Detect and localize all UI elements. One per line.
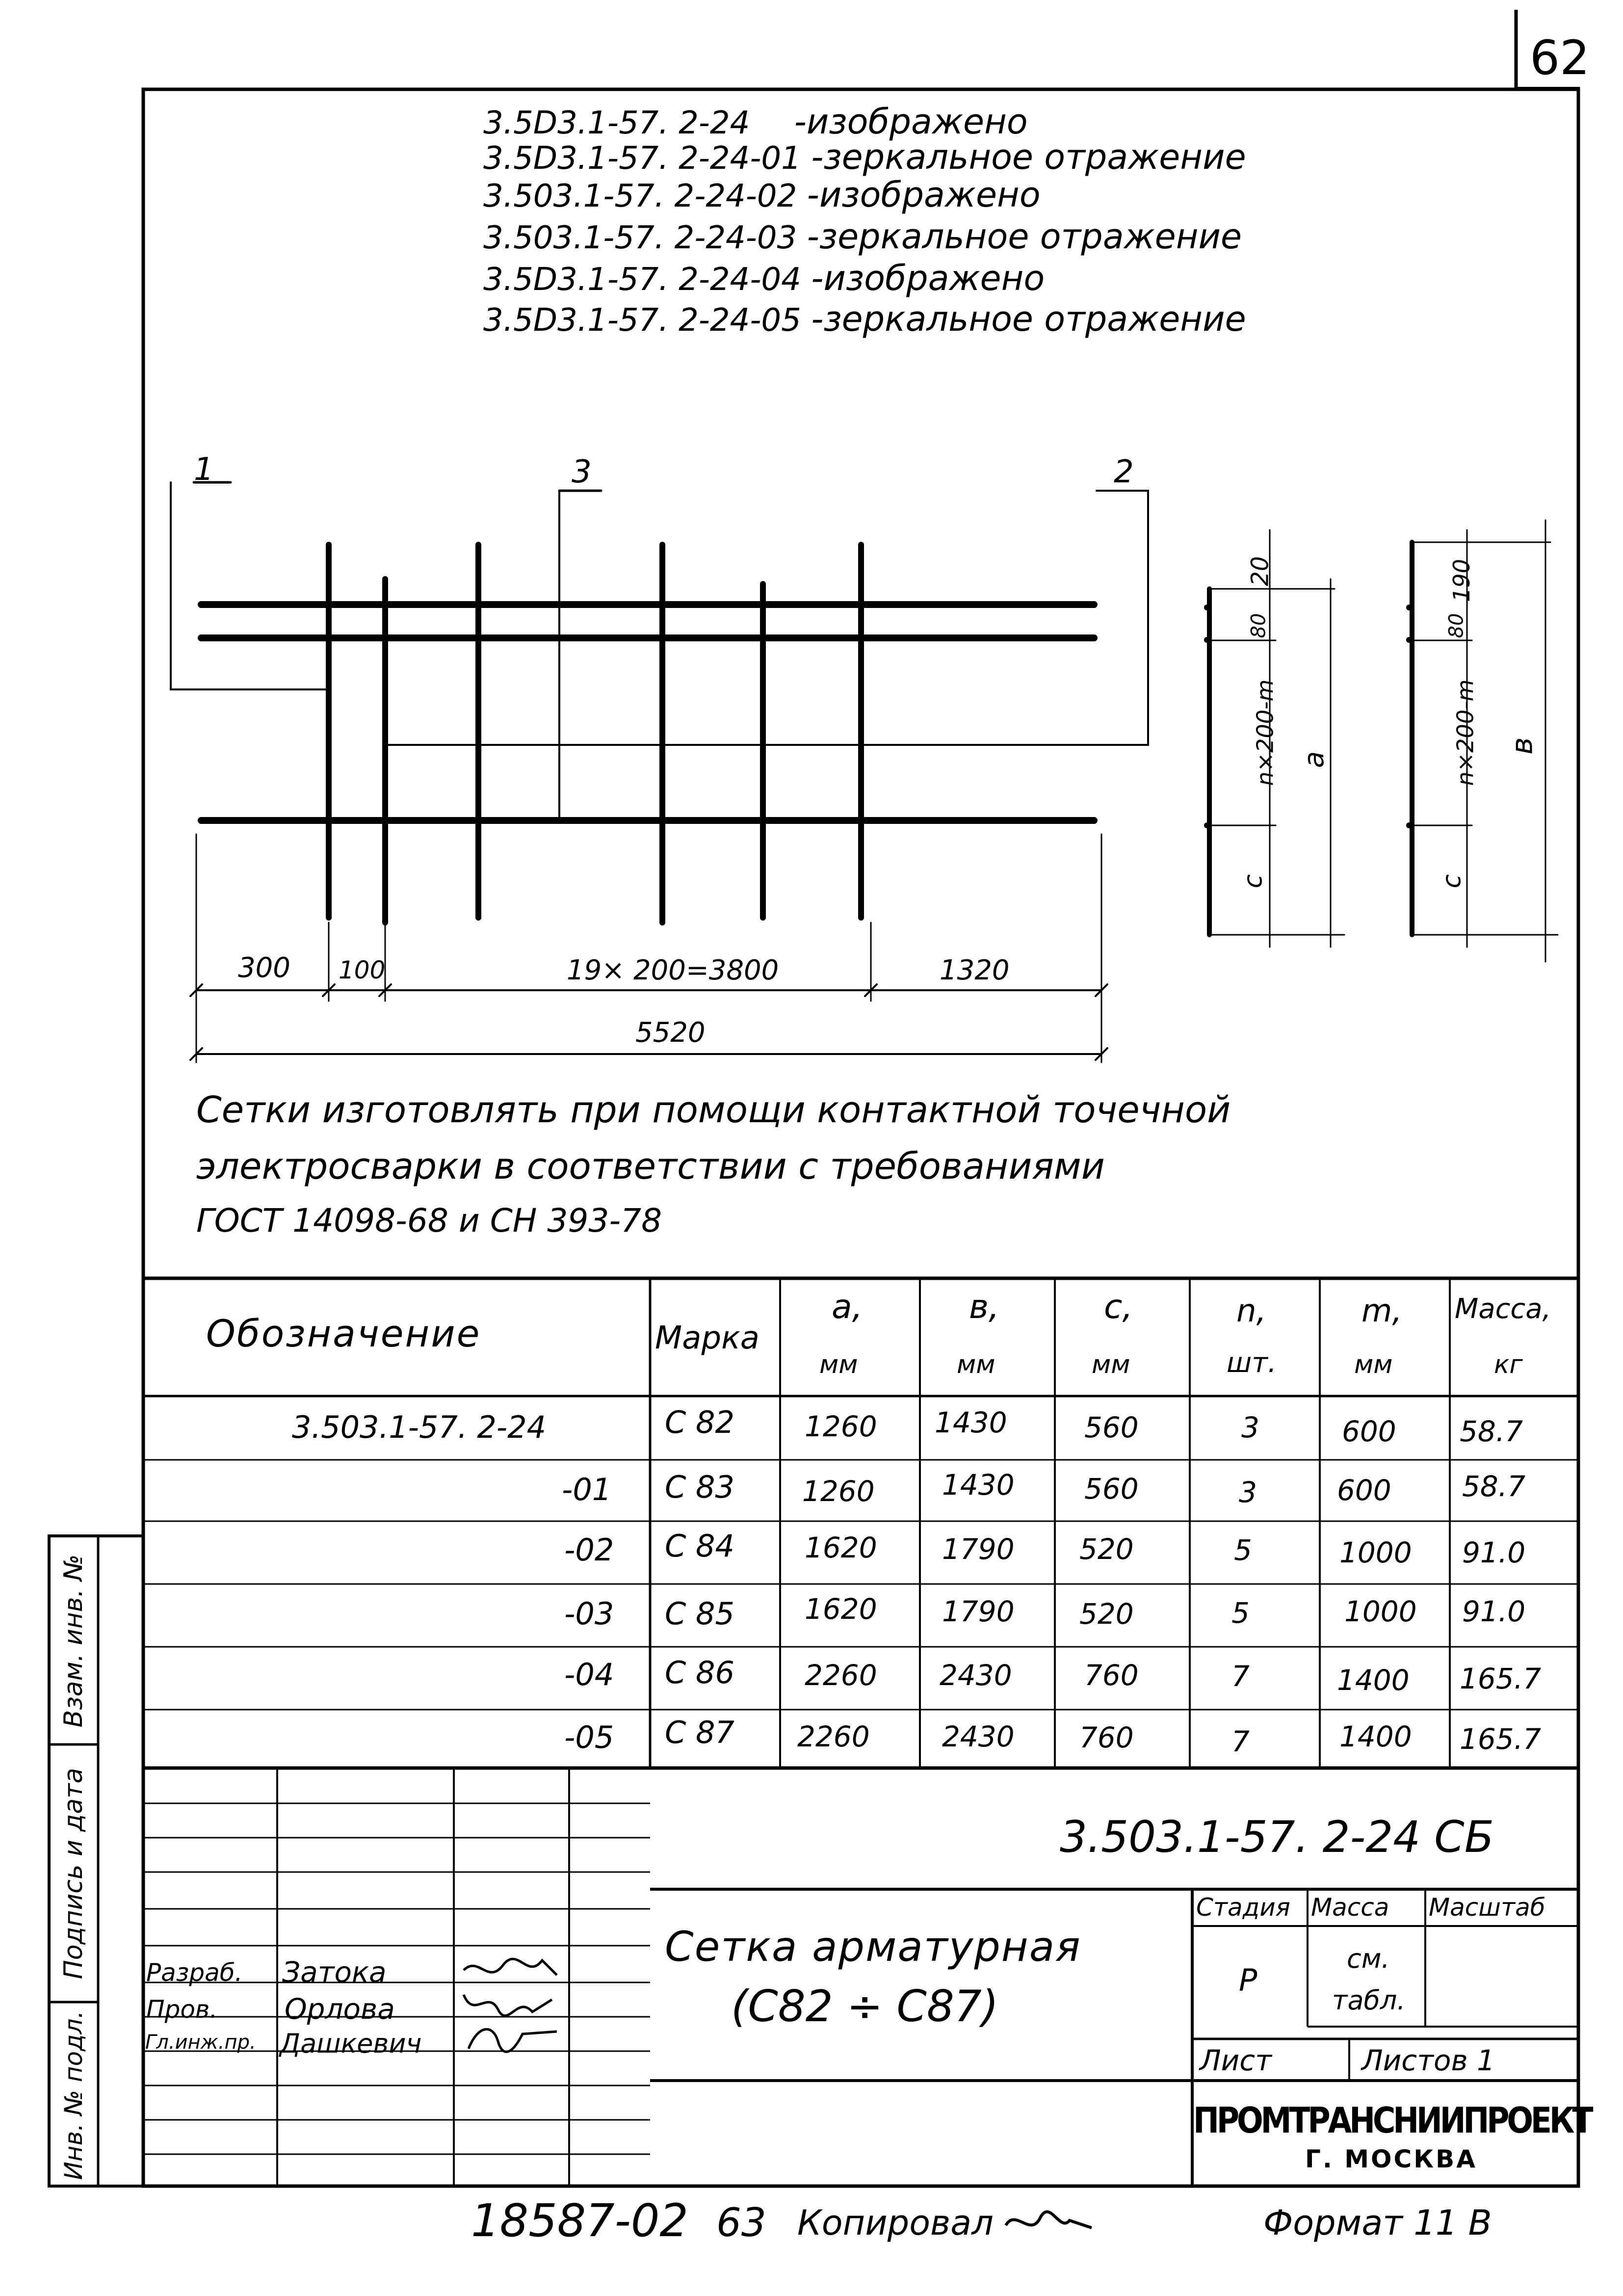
name-developer: Затока — [282, 1955, 387, 1989]
header-m: m, — [1361, 1293, 1402, 1329]
cell-m: 1400 — [1339, 1720, 1412, 1753]
section-b-dim-80: 80 — [1445, 613, 1468, 638]
cell-b: 2430 — [940, 1659, 1012, 1692]
drawing-title: Сетка арматурная — [665, 1923, 1081, 1971]
stage-header: Стадия — [1196, 1893, 1290, 1922]
side-label-inventory: Инв. № подл. — [59, 2010, 88, 2180]
role-developer: Разраб. — [146, 1958, 243, 1987]
cell-designation: -01 — [562, 1472, 612, 1507]
mass-value-line1: см. — [1347, 1943, 1390, 1974]
drawing-subtitle: (С82 ÷ С87) — [731, 1981, 999, 2032]
cell-c: 520 — [1079, 1597, 1134, 1631]
header-n-unit: шт. — [1227, 1347, 1277, 1379]
cell-a: 2260 — [797, 1720, 870, 1753]
cell-m: 600 — [1342, 1415, 1396, 1448]
cell-c: 760 — [1084, 1659, 1139, 1692]
section-a-dim-c: c — [1238, 874, 1268, 889]
header-designation: Обозначение — [206, 1312, 481, 1355]
cell-c: 520 — [1079, 1532, 1134, 1566]
mass-header: Масса — [1311, 1893, 1389, 1922]
signature-copier — [1001, 2198, 1099, 2247]
cell-m: 1000 — [1344, 1595, 1417, 1628]
dim-300: 300 — [238, 952, 290, 984]
header-a-unit: мм — [819, 1350, 858, 1379]
cell-m: 1000 — [1339, 1536, 1412, 1569]
document-code: 3.503.1-57. 2-24 СБ — [1060, 1812, 1494, 1862]
role-chief-engineer: Гл.инж.пр. — [145, 2031, 256, 2054]
cell-c: 560 — [1084, 1411, 1139, 1444]
cell-n: 3 — [1239, 1476, 1257, 1509]
section-a-dim-mid: n×200-m — [1252, 679, 1279, 786]
cell-mark: С 85 — [665, 1596, 734, 1632]
variant-note: -изображено — [811, 258, 1045, 298]
cell-a: 2260 — [805, 1659, 877, 1692]
variant-line — [483, 102, 1028, 142]
cell-n: 7 — [1231, 1660, 1250, 1693]
side-label-replacement: Взам. инв. № — [59, 1554, 88, 1728]
name-chief-engineer: Дашкевич — [280, 2028, 422, 2059]
header-c-unit: мм — [1092, 1350, 1130, 1379]
header-b: в, — [969, 1288, 999, 1326]
cell-n: 5 — [1231, 1596, 1250, 1630]
cell-designation: -04 — [564, 1657, 614, 1692]
variant-note: -изображено — [807, 175, 1041, 215]
cell-mark: С 82 — [665, 1404, 734, 1440]
section-mark-2: 2 — [1114, 454, 1134, 490]
signature-developer — [459, 1951, 567, 1990]
cell-mark: С 86 — [665, 1655, 734, 1690]
name-checker: Орлова — [285, 1992, 395, 2026]
signature-checker — [459, 1985, 567, 2024]
variant-code: 3.503.1-57. 2-24-02 — [483, 178, 797, 214]
cell-mark: С 83 — [665, 1469, 734, 1505]
cell-b: 1430 — [942, 1468, 1015, 1502]
cell-mass: 91.0 — [1462, 1536, 1526, 1569]
section-mark-1: 1 — [194, 451, 214, 488]
cell-mass: 58.7 — [1462, 1470, 1526, 1503]
organization-city: Г. МОСКВА — [1305, 2145, 1477, 2173]
header-a: a, — [832, 1288, 863, 1326]
variant-code: 3.5D3.1-57. 2-24-04 — [483, 262, 801, 298]
cell-b: 1790 — [942, 1595, 1015, 1628]
cell-a: 1620 — [805, 1531, 877, 1564]
cell-mass: 165.7 — [1460, 1662, 1542, 1695]
section-a-dim-20: 20 — [1246, 556, 1274, 586]
note-line-1: Сетки изготовлять при помощи контактной точечной — [196, 1089, 1231, 1131]
side-label-signature: Подпись и дата — [59, 1768, 88, 1979]
cell-mark: С 87 — [665, 1715, 734, 1750]
variant-code: 3.5D3.1-57. 2-24-01 — [483, 140, 801, 177]
cell-designation: -02 — [564, 1532, 614, 1568]
header-mass-unit: кг — [1494, 1350, 1523, 1379]
dim-3800: 19× 200=3800 — [567, 954, 779, 986]
cell-a: 1620 — [805, 1592, 877, 1626]
variant-line — [483, 299, 1246, 339]
cell-a: 1260 — [802, 1475, 875, 1508]
cell-c: 560 — [1084, 1472, 1139, 1505]
cell-designation: 3.503.1-57. 2-24 — [292, 1409, 547, 1445]
section-a-dim-total: a — [1298, 751, 1331, 768]
note-line-3: ГОСТ 14098-68 и СН 393-78 — [196, 1202, 662, 1240]
variant-line — [483, 175, 1041, 215]
section-b-dim-c: c — [1437, 874, 1467, 889]
cell-b: 1430 — [935, 1406, 1007, 1439]
cell-mass: 165.7 — [1460, 1722, 1542, 1756]
sheet-label: Лист — [1200, 2044, 1272, 2077]
variant-line — [483, 258, 1045, 298]
section-mark-3: 3 — [572, 454, 592, 490]
signature-chief-engineer — [459, 2019, 567, 2058]
cell-designation: -05 — [564, 1719, 614, 1755]
header-m-unit: мм — [1354, 1350, 1393, 1379]
cell-mass: 58.7 — [1460, 1415, 1523, 1448]
dim-5520: 5520 — [635, 1017, 706, 1049]
section-b-dim-total: в — [1505, 737, 1540, 755]
footer-copied-by: Копировал — [797, 2203, 994, 2243]
cell-c: 760 — [1079, 1721, 1134, 1754]
variant-note: -изображено — [794, 102, 1028, 142]
section-a-dim-80: 80 — [1247, 613, 1270, 638]
page-number: 62 — [1530, 30, 1590, 85]
cell-mark: С 84 — [665, 1528, 734, 1564]
variant-line — [483, 137, 1246, 177]
section-b-dim-190: 190 — [1448, 559, 1475, 602]
cell-m: 600 — [1337, 1474, 1391, 1507]
variant-code: 3.503.1-57. 2-24-03 — [483, 220, 797, 256]
cell-a: 1260 — [805, 1410, 877, 1443]
variant-note: -зеркальное отражение — [811, 137, 1246, 177]
cell-mass: 91.0 — [1462, 1595, 1526, 1628]
cell-designation: -03 — [564, 1596, 614, 1632]
cell-m: 1400 — [1337, 1663, 1410, 1697]
scale-header: Масштаб — [1429, 1893, 1545, 1922]
cell-b: 1790 — [942, 1532, 1015, 1566]
cell-b: 2430 — [942, 1720, 1015, 1753]
cell-n: 7 — [1231, 1725, 1250, 1758]
header-mass: Масса, — [1455, 1293, 1551, 1325]
organization-name: ПРОМТРАНСНИИПРОЕКТ — [1193, 2100, 1591, 2141]
variant-code: 3.5D3.1-57. 2-24 — [483, 105, 750, 141]
cell-n: 5 — [1234, 1533, 1252, 1567]
cell-n: 3 — [1241, 1411, 1259, 1444]
role-checker: Пров. — [146, 1995, 218, 2024]
variant-note: -зеркальное отражение — [807, 216, 1242, 257]
dim-100: 100 — [339, 956, 386, 984]
footer-format: Формат 11 В — [1263, 2203, 1492, 2243]
variant-line — [483, 216, 1242, 257]
header-mark: Марка — [655, 1320, 759, 1356]
header-n: n, — [1236, 1293, 1266, 1329]
stage-value: Р — [1239, 1962, 1257, 1998]
sheets-label: Листов 1 — [1361, 2044, 1495, 2077]
variant-code: 3.5D3.1-57. 2-24-05 — [483, 302, 801, 339]
footer-sheet-number: 63 — [716, 2200, 766, 2245]
section-b-dim-mid: n×200-m — [1452, 679, 1479, 786]
variant-note: -зеркальное отражение — [811, 299, 1246, 339]
header-c: c, — [1104, 1288, 1133, 1326]
footer-archive-number: 18587-02 — [471, 2194, 688, 2247]
dim-1320: 1320 — [940, 954, 1010, 986]
header-b-unit: мм — [957, 1350, 995, 1379]
note-line-2: электросварки в соответствии с требованиями — [196, 1145, 1105, 1188]
mass-value-line2: табл. — [1332, 1985, 1406, 2016]
